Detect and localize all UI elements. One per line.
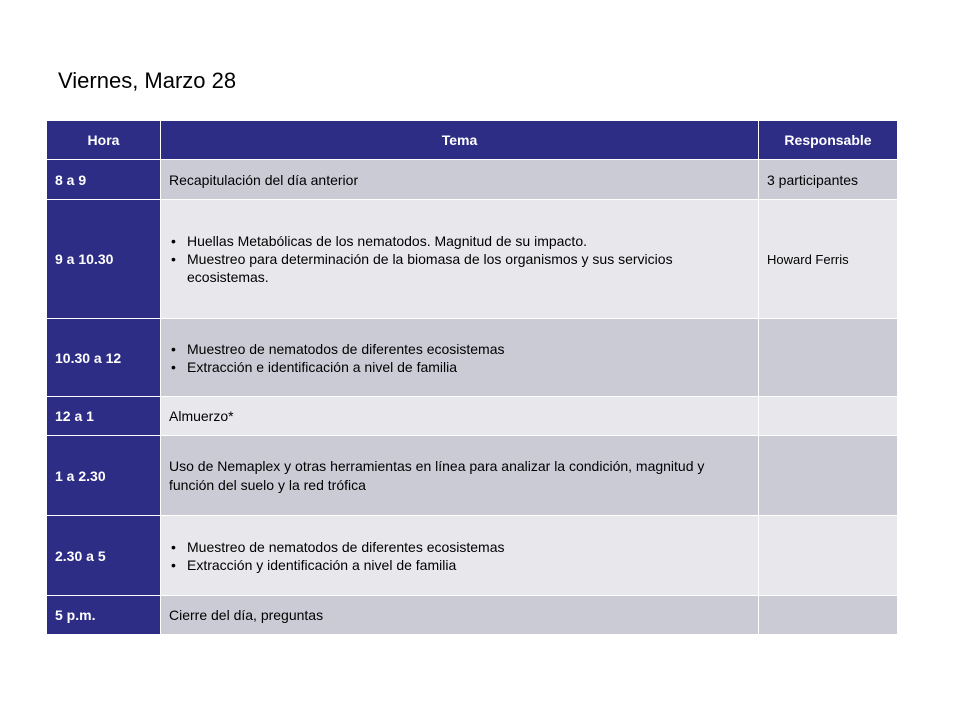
tema-cell (161, 516, 759, 596)
table-row (47, 397, 898, 436)
hora-cell: 12 a 1 (47, 397, 161, 436)
list-item (169, 556, 750, 574)
tema-bullet-list (169, 232, 750, 286)
responsable-cell: 3 participantes (759, 160, 898, 200)
bullet-icon: • (171, 538, 176, 555)
schedule-table (46, 120, 898, 635)
responsable-cell: Howard Ferris (759, 200, 898, 319)
bullet-icon: • (171, 251, 176, 267)
table-row (47, 319, 898, 397)
list-item (169, 250, 750, 286)
responsable-cell (759, 319, 898, 397)
hora-cell: 8 a 9 (47, 160, 161, 200)
tema-cell: Cierre del día, preguntas (161, 596, 759, 635)
bullet-text: Extracción e identificación a nivel de familia (187, 358, 458, 375)
list-item (169, 340, 750, 358)
page-title: Viernes, Marzo 28 (58, 68, 237, 93)
bullet-icon: • (171, 358, 176, 375)
tema-bullet-list (169, 340, 750, 376)
table-header-row (47, 121, 898, 160)
bullet-icon: • (171, 233, 176, 249)
tema-cell: Recapitulación del día anterior (161, 160, 759, 200)
tema-cell (161, 319, 759, 397)
bullet-icon: • (171, 340, 176, 357)
hora-cell: 9 a 10.30 (47, 200, 161, 319)
bullet-icon: • (171, 556, 176, 573)
tema-cell (161, 200, 759, 319)
tema-cell: Almuerzo* (161, 397, 759, 436)
list-item (169, 358, 750, 376)
table-row (47, 200, 898, 319)
bullet-text: Muestreo de nematodos de diferentes ecosistemas (187, 538, 505, 555)
column-header-hora: Hora (47, 121, 161, 160)
bullet-text: Extracción y identificación a nivel de familia (187, 556, 457, 573)
table-row (47, 516, 898, 596)
list-item (169, 538, 750, 556)
responsable-cell (759, 596, 898, 635)
bullet-text: Huellas Metabólicas de los nematodos. Magnitud de su impacto. (187, 233, 587, 249)
hora-cell: 5 p.m. (47, 596, 161, 635)
table-row (47, 436, 898, 516)
responsable-cell (759, 436, 898, 516)
column-header-tema: Tema (161, 121, 759, 160)
hora-cell: 1 a 2.30 (47, 436, 161, 516)
hora-cell: 10.30 a 12 (47, 319, 161, 397)
bullet-text: Muestreo para determinación de la biomasa de los organismos y sus servicios ecosistemas. (187, 251, 673, 285)
responsable-cell (759, 516, 898, 596)
bullet-text: Muestreo de nematodos de diferentes ecosistemas (187, 340, 505, 357)
hora-cell: 2.30 a 5 (47, 516, 161, 596)
column-header-responsable: Responsable (759, 121, 898, 160)
responsable-cell (759, 397, 898, 436)
table-row (47, 160, 898, 200)
tema-cell: Uso de Nemaplex y otras herramientas en línea para analizar la condición, magnitud y función del suelo y la red trófica (161, 436, 759, 516)
tema-bullet-list (169, 538, 750, 574)
list-item (169, 232, 750, 250)
table-row (47, 596, 898, 635)
